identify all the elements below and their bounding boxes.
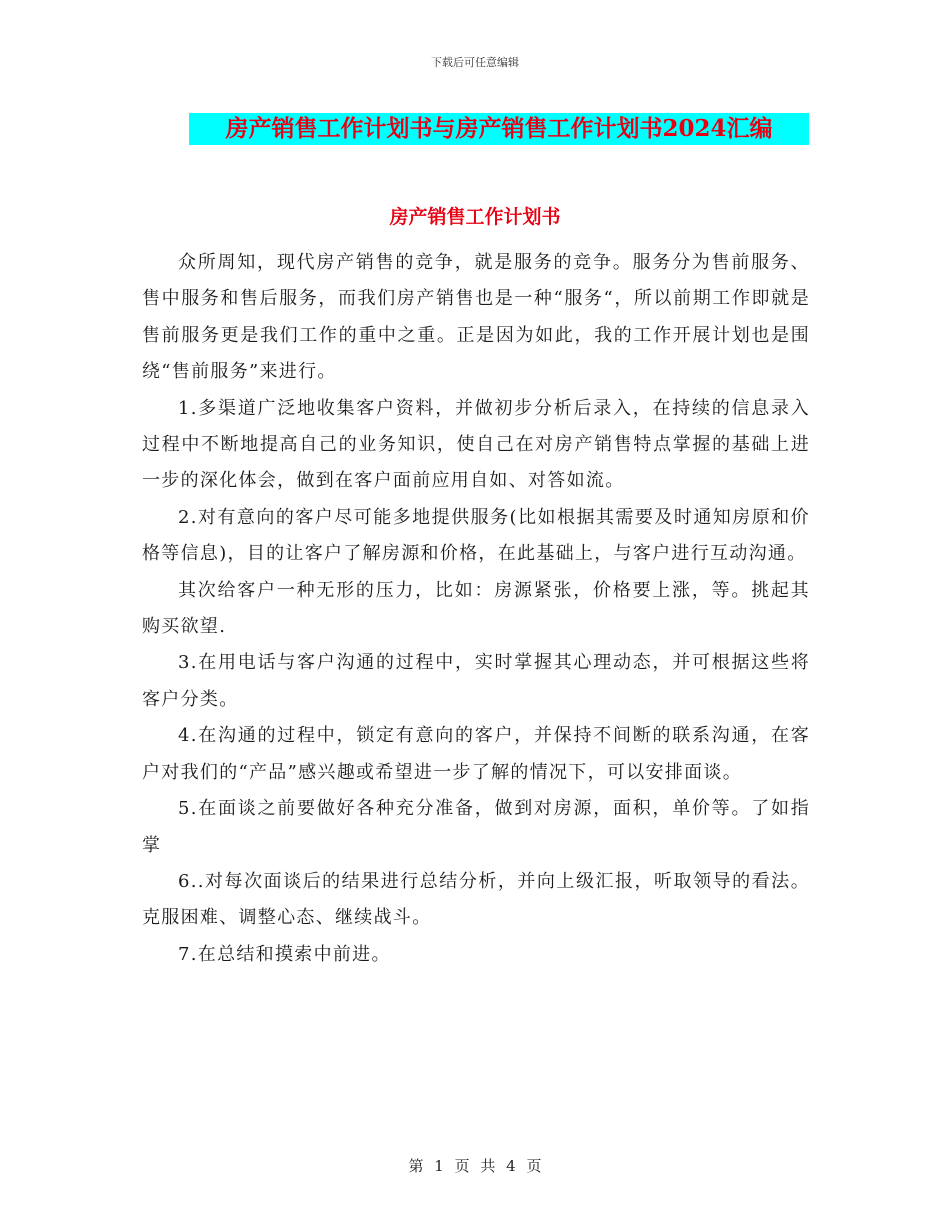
paragraph-item-3: 3.在用电话与客户沟通的过程中，实时掌握其心理动态，并可根据这些将客户分类。 bbox=[142, 652, 810, 710]
paragraph-intro: 众所周知，现代房产销售的竞争，就是服务的竞争。服务分为售前服务、售中服务和售后服务，而我们房产销售也是一种“服务“，所以前期工作即就是售前服务更是我们工作的重中之重。正是因为如此，我的工作开展计划也是围绕“售前服务”来进行。 bbox=[142, 252, 810, 383]
page-number-footer: 第 1 页 共 4 页 bbox=[408, 1157, 542, 1175]
paragraph-item-6: 6..对每次面谈后的结果进行总结分析，并向上级汇报，听取领导的看法。克服困难、调整心态、继续战斗。 bbox=[142, 870, 810, 929]
document-title: 房产销售工作计划书与房产销售工作计划书2024汇编 bbox=[189, 113, 809, 145]
paragraph-item-5: 5.在面谈之前要做好各种充分准备，做到对房源，面积，单价等。了如指掌 bbox=[142, 798, 810, 856]
paragraph-item-7: 7.在总结和摸索中前进。 bbox=[178, 943, 391, 965]
header-note: 下载后可任意编辑 bbox=[431, 56, 519, 69]
section-title: 房产销售工作计划书 bbox=[389, 206, 561, 228]
document-body bbox=[142, 245, 810, 973]
paragraph-item-4: 4.在沟通的过程中，锁定有意向的客户，并保持不间断的联系沟通，在客户对我们的“产品”感兴趣或希望进一步了解的情况下，可以安排面谈。 bbox=[142, 725, 810, 783]
paragraph-item-1: 1.多渠道广泛地收集客户资料，并做初步分析后录入，在持续的信息录入过程中不断地提高自己的业务知识，使自己在对房产销售特点掌握的基础上进一步的深化体会，做到在客户面前应用自如、对答如流。 bbox=[142, 397, 810, 492]
paragraph-item-2-note: 其次给客户一种无形的压力，比如：房源紧张，价格要上涨，等。挑起其购买欲望. bbox=[142, 579, 810, 638]
paragraph-item-2: 2.对有意向的客户尽可能多地提供服务(比如根据其需要及时通知房原和价格等信息)，目的让客户了解房源和价格，在此基础上，与客户进行互动沟通。 bbox=[142, 506, 810, 565]
